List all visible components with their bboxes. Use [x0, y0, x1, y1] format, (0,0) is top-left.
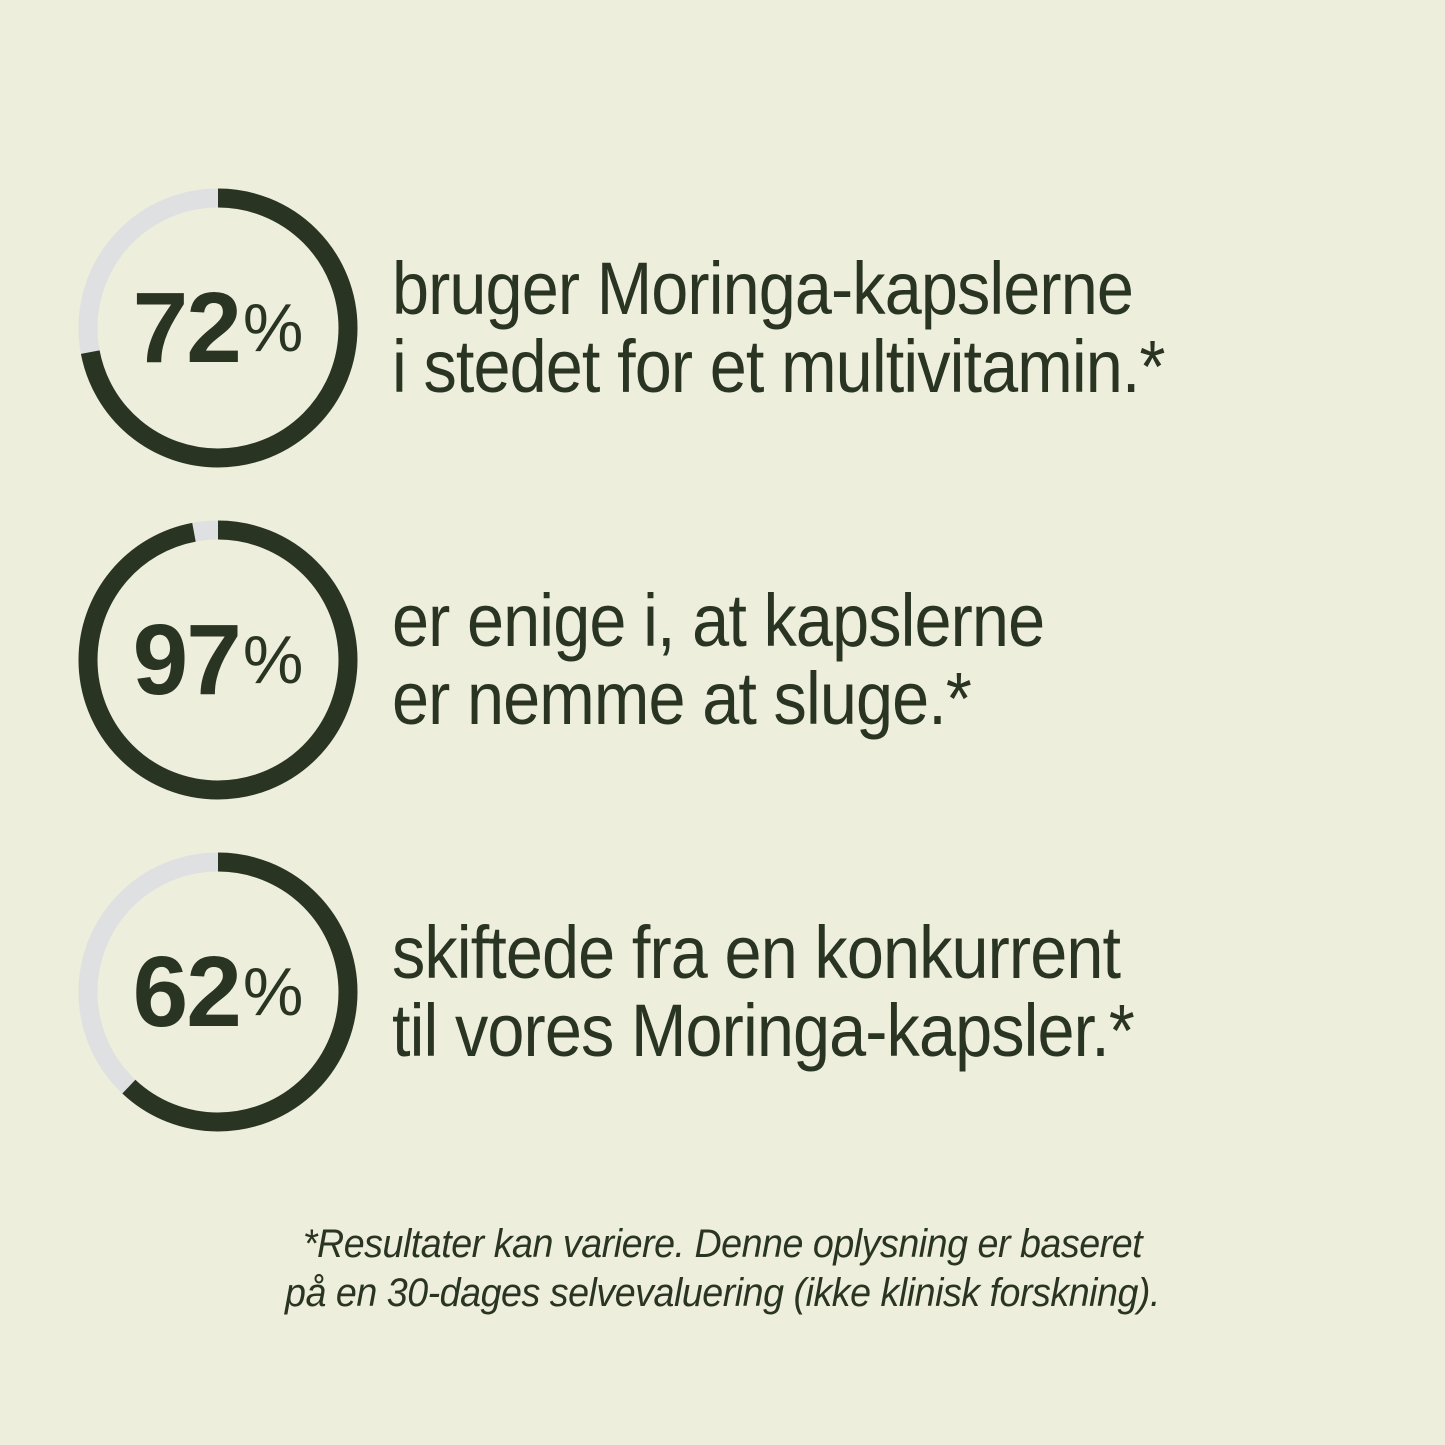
percent-value: 97 [132, 604, 240, 716]
disclaimer-footnote [43, 1220, 1401, 1318]
percent-value: 62 [132, 936, 240, 1048]
ring-percentage-label [78, 188, 358, 468]
stat-description-line1: bruger Moringa-kapslerne [392, 246, 1133, 330]
percent-sign: % [242, 622, 304, 698]
stat-description-line2: i stedet for et multivitamin.* [392, 325, 1165, 408]
stat-description [392, 910, 1134, 1072]
footnote-line2: på en 30-dages selvevaluering (ikke klinisk forskning). [285, 1270, 1160, 1315]
ring-percentage-label [78, 520, 358, 800]
progress-ring-72 [78, 188, 358, 468]
progress-ring-97 [78, 520, 358, 800]
percent-value: 72 [132, 272, 240, 384]
stat-description-line1: er enige i, at kapslerne [392, 578, 1045, 662]
stat-description [392, 246, 1165, 408]
progress-ring-62 [78, 852, 358, 1132]
stat-description [392, 578, 1045, 740]
percent-sign: % [242, 954, 304, 1030]
ring-percentage-label [78, 852, 358, 1132]
stat-row-72 [78, 188, 1378, 468]
stat-description-line2: er nemme at sluge.* [392, 657, 971, 740]
stat-row-62 [78, 852, 1378, 1132]
stat-row-97 [78, 520, 1378, 800]
stat-description-line2: til vores Moringa-kapsler.* [392, 989, 1134, 1072]
footnote-line1: *Resultater kan variere. Denne oplysning er baseret [302, 1222, 1143, 1266]
stat-description-line1: skiftede fra en konkurrent [392, 910, 1121, 994]
percent-sign: % [242, 290, 304, 366]
